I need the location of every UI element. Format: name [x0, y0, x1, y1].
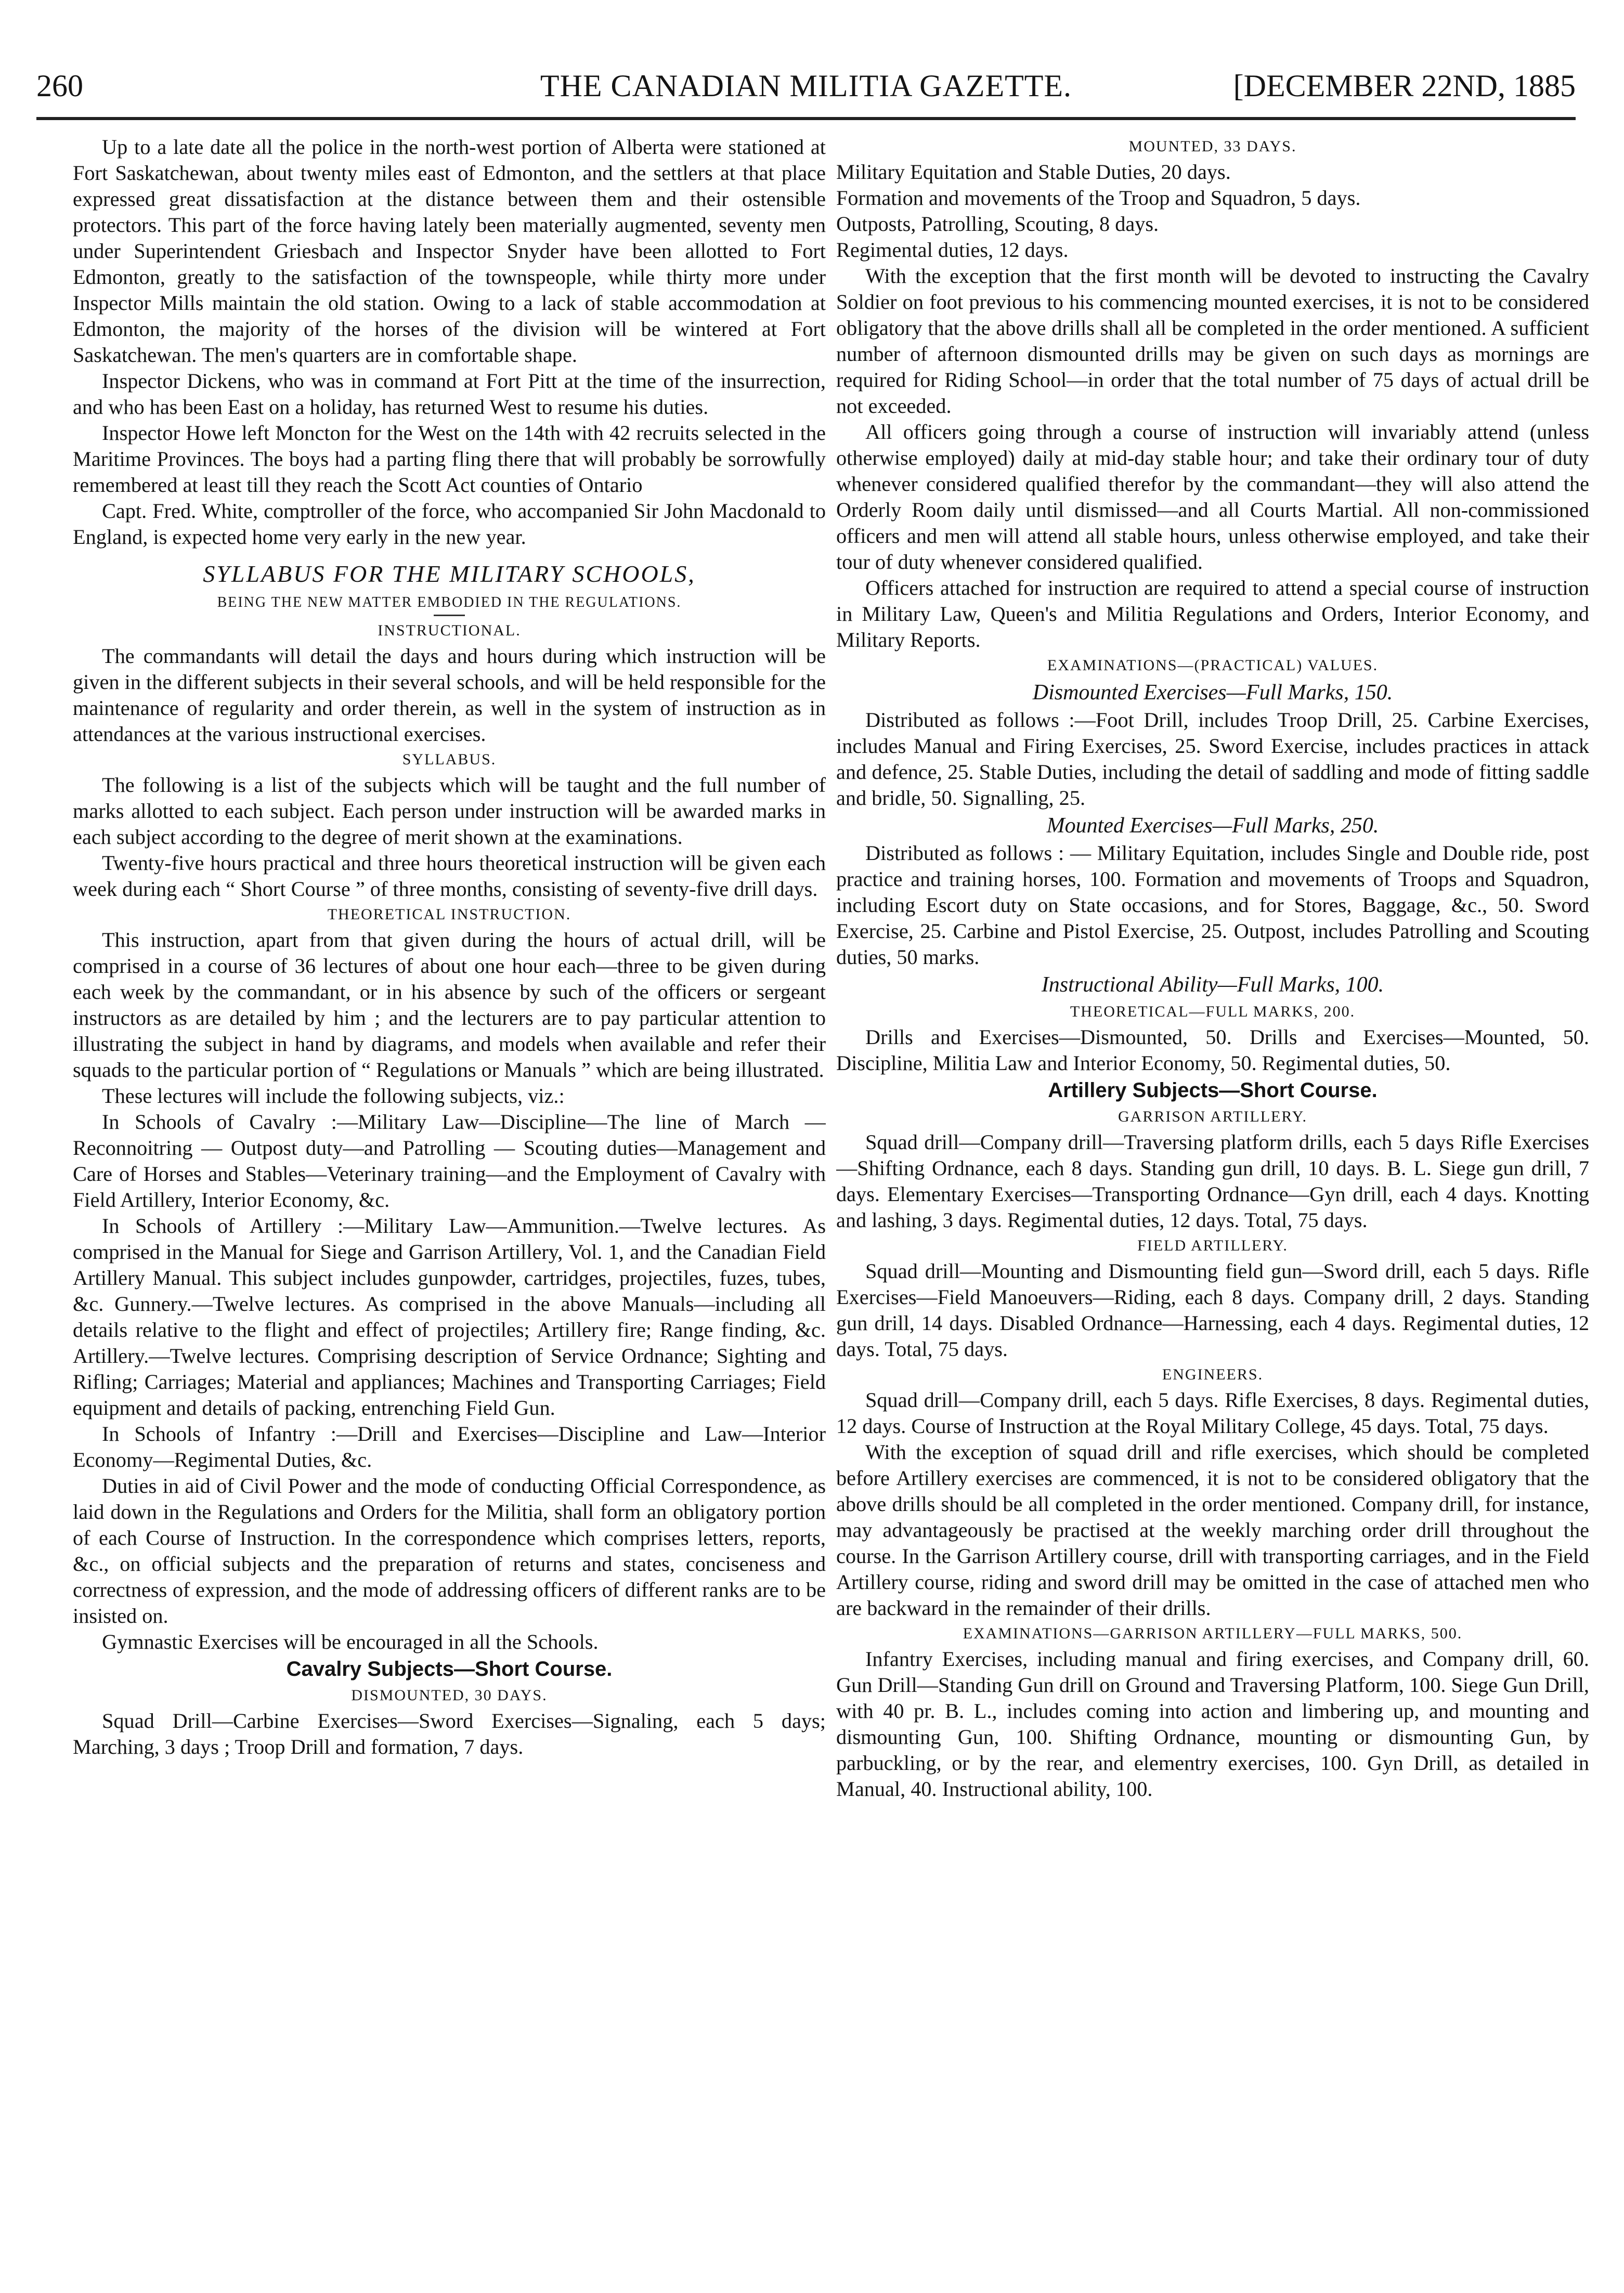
schedule-line: Formation and movements of the Troop and Squadron, 5 days. [836, 186, 1361, 210]
paragraph: Drills and Exercises—Dismounted, 50. Drills and Exercises—Mounted, 50. Discipline, Militia Law and Interior Economy, 50. Regimental duties, 50. [836, 1025, 1589, 1075]
subsection-heading: Instructional Ability—Full Marks, 100. [1041, 973, 1384, 997]
section-heading: EXAMINATIONS—(PRACTICAL) VALUES. [1047, 657, 1379, 674]
section-heading: MOUNTED, 33 DAYS. [1128, 138, 1297, 155]
paragraph: Squad drill—Company drill—Traversing platform drills, each 5 days Rifle Exercises—Shifting Ordnance, each 8 days. Standing gun drill, 10 days. B. L. Siege gun drill, 7 days. Elementary Exercises—Transporting Ordnance—Gyn drill, each 4 days. Knotting and lashing, 3 days. Regimental duties, 12 days. Total, 75 days. [836, 1130, 1589, 1232]
paragraph: Inspector Dickens, who was in command at Fort Pitt at the time of the insurrection, and who has been East on a holiday, has returned West to resume his duties. [73, 369, 826, 419]
schedule-line: Outposts, Patrolling, Scouting, 8 days. [836, 212, 1159, 236]
paragraph: Distributed as follows : — Military Equitation, includes Single and Double ride, post practice and training horses, 100. Formation and movements of Troops and Squadron, including Escort duty on State occasions, and for Stores, Baggage, &c., 50. Sword Exercise, 25. Carbine and Pistol Exercise, 25. Outpost, includes Patrolling and Scouting duties, 50 marks. [836, 841, 1589, 969]
section-heading: THEORETICAL INSTRUCTION. [327, 906, 571, 923]
paragraph: Officers attached for instruction are required to attend a special course of instruction in Military Law, Queen's and Militia Regulations and Orders, Interior Economy, and Military Reports. [836, 576, 1589, 652]
section-heading: ENGINEERS. [1162, 1366, 1264, 1383]
paragraph: In Schools of Artillery :—Military Law—Ammunition.—Twelve lectures. As comprised in the Manual for Siege and Garrison Artillery, Vol. 1, and the Canadian Field Artillery Manual. This subject includes gunpowder, cartridges, projectiles, fuzes, tubes, &c. Gunnery.—Twelve lectures. As comprised in the above Manuals—including all details relative to the flight and effect of projectiles; Artillery fire; Range finding, &c. Artillery.—Twelve lectures. Comprising description of Service Ordnance; Sighting and Rifling; Carriages; Material and appliances; Machines and Transporting Carriages; Field equipment and details of packing, entrenching Field Gun. [73, 1214, 826, 1419]
paragraph: Squad Drill—Carbine Exercises—Sword Exercises—Signaling, each 5 days; Marching, 3 days ; Troop Drill and formation, 7 days. [73, 1709, 826, 1758]
schedule-line: Regimental duties, 12 days. [836, 238, 1069, 262]
section-heading: DISMOUNTED, 30 DAYS. [351, 1687, 548, 1704]
paragraph: All officers going through a course of instruction will invariably attend (unless otherwise employed) daily at mid-day stable hour; and take their ordinary tour of duty whenever considered qualified therefor by the commandant—they will also attend the Orderly Room daily until dismissed—and all Courts Martial. All non-commissioned officers and men will attend all stable hours, unless otherwise employed, and take their tour of duty whenever considered qualified. [836, 420, 1589, 574]
paragraph: These lectures will include the following subjects, viz.: [102, 1084, 565, 1108]
paragraph: Squad drill—Company drill, each 5 days. Rifle Exercises, 8 days. Regimental duties, 12 days. Course of Instruction at the Royal Military College, 45 days. Total, 75 days. [836, 1388, 1589, 1438]
paragraph: With the exception that the first month will be devoted to instructing the Cavalry Soldier on foot previous to his commencing mounted exercises, it is not to be considered obligatory that the above drills shall all be completed in the order mentioned. A sufficient number of afternoon dismounted drills may be given on such days as mornings are required for Riding School—in order that the total number of 75 days of actual drill be not exceeded. [836, 264, 1589, 418]
section-heading: EXAMINATIONS—GARRISON ARTILLERY—FULL MARKS, 500. [963, 1625, 1463, 1642]
syllabus-subtitle: BEING THE NEW MATTER EMBODIED IN THE REGULATIONS. [217, 594, 682, 610]
section-heading: THEORETICAL—FULL MARKS, 200. [1070, 1003, 1356, 1020]
subsection-heading: Mounted Exercises—Full Marks, 250. [1046, 814, 1379, 838]
left-column [73, 134, 826, 2287]
paragraph: Squad drill—Mounting and Dismounting field gun—Sword drill, each 5 days. Rifle Exercises—Field Manoeuvers—Riding, each 8 days. Company drill, 2 days. Standing gun drill, 14 days. Disabled Ordnance—Harnessing, each 4 days. Regimental duties, 12 days. Total, 75 days. [836, 1259, 1589, 1361]
paragraph: Inspector Howe left Moncton for the West on the 14th with 42 recruits selected in the Maritime Provinces. The boys had a parting fling there that will probably be sorrowfully remembered at least till they reach the Scott Act counties of Ontario [73, 421, 826, 497]
paragraph: The following is a list of the subjects which will be taught and the full number of marks allotted to each subject. Each person under instruction will be awarded marks in each subject according to the degree of merit shown at the examinations. [73, 773, 826, 849]
paragraph: Distributed as follows :—Foot Drill, includes Troop Drill, 25. Carbine Exercises, includes Manual and Firing Exercises, 25. Sword Exercise, includes practices in attack and defence, 25. Stable Duties, including the detail of saddling and mode of fitting saddle and bridle, 50. Signalling, 25. [836, 708, 1589, 810]
right-column [836, 134, 1589, 2287]
page-header [36, 62, 1576, 109]
section-heading: GARRISON ARTILLERY. [1118, 1108, 1307, 1125]
paragraph: Twenty-five hours practical and three hours theoretical instruction will be given each week during each “ Short Course ” of three months, consisting of seventy-five drill days. [73, 851, 826, 901]
issue-date: [DECEMBER 22ND, 1885 [1233, 69, 1576, 103]
artillery-heading: Artillery Subjects—Short Course. [1048, 1079, 1378, 1102]
paragraph: With the exception of squad drill and rifle exercises, which should be completed before Artillery exercises are commenced, it is not to be considered obligatory that the above drills should be all completed in the order mentioned. Company drill, for instance, may advantageously be practised at the weekly marching order drill throughout the course. In the Garrison Artillery course, drill with transporting carriages, and in the Field Artillery course, riding and sword drill may be omitted in the case of attached men who are backward in the remainder of their drills. [836, 1440, 1589, 1620]
paragraph: Infantry Exercises, including manual and firing exercises, and Company drill, 60. Gun Drill—Standing Gun drill on Ground and Traversing Platform, 100. Siege Gun Drill, with 40 pr. B. L., includes coming into action and limbering up, and mounting and dismounting Gun, 100. Shifting Ordnance, mounting or dismounting Gun, by parbuckling, or by the rear, and elementry exercises, 100. Gyn Drill, as detailed in Manual, 40. Instructional ability, 100. [836, 1647, 1589, 1801]
paragraph: The commandants will detail the days and hours during which instruction will be given in the different subjects in their several schools, and will be held responsible for the maintenance of regularity and order therein, as well in the system of instruction as in attendances at the various instructional exercises. [73, 644, 826, 746]
schedule-line: Military Equitation and Stable Duties, 20 days. [836, 160, 1231, 184]
paragraph: This instruction, apart from that given during the hours of actual drill, will be comprised in a course of 36 lectures of about one hour each—three to be given during each week by the commandant, or in his absence by such of the officers or sergeant instructors as are detailed by him ; and the lecturers are to pay particular attention to illustrating the subject in hand by diagrams, and models when available and refer their squads to the particular portion of “ Regulations or Manuals ” which are being illustrated. [73, 928, 826, 1082]
header-rule [36, 117, 1576, 120]
section-heading: SYLLABUS. [402, 751, 497, 768]
paragraph: Capt. Fred. White, comptroller of the force, who accompanied Sir John Macdonald to England, is expected home very early in the new year. [73, 499, 826, 549]
paragraph: Up to a late date all the police in the north-west portion of Alberta were stationed at Fort Saskatchewan, about twenty miles east of Edmonton, and the settlers at that place expressed great dissatisfaction at the distance between them and their ostensible protectors. This part of the force having lately been materially augmented, seventy men under Superintendent Griesbach and Inspector Snyder have been allotted to Fort Edmonton, greatly to the satisfaction of the townspeople, while thirty more under Inspector Mills maintain the old station. Owing to a lack of stable accommodation at Edmonton, the majority of the horses of the division will be wintered at Fort Saskatchewan. The men's quarters are in comfortable shape. [73, 135, 826, 367]
section-heading: FIELD ARTILLERY. [1137, 1237, 1288, 1254]
paragraph: Duties in aid of Civil Power and the mode of conducting Official Correspondence, as laid down in the Regulations and Orders for the Militia, shall form an obligatory portion of each Course of Instruction. In the correspondence which comprises letters, reports, &c., on official subjects and the preparation of returns and states, conciseness and correctness of expression, and the mode of addressing officers of different ranks are to be insisted on. [73, 1474, 826, 1627]
subsection-heading: Dismounted Exercises—Full Marks, 150. [1032, 681, 1393, 705]
paragraph: In Schools of Infantry :—Drill and Exercises—Discipline and Law—Interior Economy—Regimental Duties, &c. [73, 1422, 826, 1471]
publication-title: THE CANADIAN MILITIA GAZETTE. [540, 69, 1072, 103]
cavalry-heading: Cavalry Subjects—Short Course. [286, 1658, 613, 1680]
syllabus-title: SYLLABUS FOR THE MILITARY SCHOOLS, [203, 561, 696, 587]
page-number: 260 [36, 69, 83, 103]
paragraph: In Schools of Cavalry :—Military Law—Discipline—The line of March — Reconnoitring — Outpost duty—and Patrolling — Scouting duties—Management and Care of Horses and Stables—Veterinary training—and the Employment of Cavalry with Field Artillery, Interior Economy, &c. [73, 1110, 826, 1211]
paragraph: Gymnastic Exercises will be encouraged in all the Schools. [102, 1630, 599, 1653]
section-heading: INSTRUCTIONAL. [378, 622, 521, 639]
separator-dash [434, 615, 465, 618]
